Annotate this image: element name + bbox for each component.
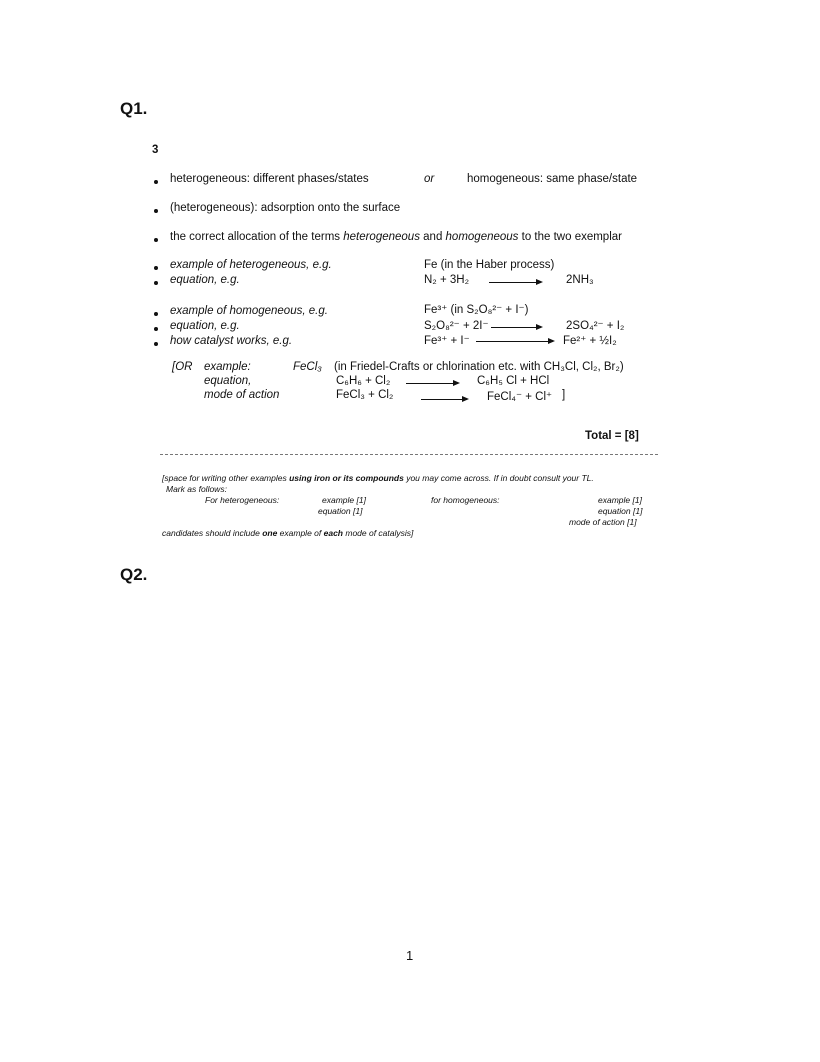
point-allocation: the correct allocation of the terms heterogeneous and homogeneous to the two exemplar <box>170 231 622 243</box>
homo-eq-lhs: S₂O₈²⁻ + 2I⁻ <box>424 320 489 332</box>
reaction-arrow-icon <box>489 282 541 283</box>
note-last-line: candidates should include one example of each mode of catalysis] <box>162 528 414 538</box>
alt-example-value: FeCl₃ <box>293 361 322 373</box>
bullet-icon <box>154 266 158 270</box>
homo-equation-label: equation, e.g. <box>170 320 240 332</box>
hetero-example-label: example of heterogeneous, e.g. <box>170 259 332 271</box>
bullet-icon <box>154 281 158 285</box>
hetero-equation-label: equation, e.g. <box>170 274 240 286</box>
question-number: 3 <box>152 144 159 156</box>
point-heterogeneous: heterogeneous: different phases/states <box>170 173 369 185</box>
homo-how-label: how catalyst works, e.g. <box>170 335 293 347</box>
bullet-icon <box>154 209 158 213</box>
hetero-eq-lhs: N₂ + 3H₂ <box>424 274 470 286</box>
hetero-eq-rhs: 2NH₃ <box>566 274 594 286</box>
note-homo-label: for homogeneous: <box>431 495 500 505</box>
note-hetero-equation: equation [1] <box>318 506 363 516</box>
homo-eq-rhs: 2SO₄²⁻ + I₂ <box>566 320 625 332</box>
bullet-icon <box>154 312 158 316</box>
alt-or-label: [OR <box>172 361 193 373</box>
alt-example-note: (in Friedel-Crafts or chlorination etc. with CH₃Cl, Cl₂, Br₂) <box>334 361 624 373</box>
bullet-icon <box>154 342 158 346</box>
reaction-arrow-icon <box>476 341 553 342</box>
bullet-icon <box>154 327 158 331</box>
homo-how-rhs: Fe²⁺ + ½I₂ <box>563 335 617 347</box>
note-homo-equation: equation [1] <box>598 506 643 516</box>
homo-how-lhs: Fe³⁺ + I⁻ <box>424 335 470 347</box>
point-adsorption: (heterogeneous): adsorption onto the surface <box>170 202 401 214</box>
point-or: or <box>424 173 435 185</box>
note-line-2: Mark as follows: <box>166 484 227 494</box>
alt-mode-lhs: FeCl₃ + Cl₂ <box>336 389 394 401</box>
note-line-1: [space for writing other examples using iron or its compounds you may come across. If in doubt consult your TL. <box>162 473 594 483</box>
alt-eq-lhs: C₆H₆ + Cl₂ <box>336 375 391 387</box>
reaction-arrow-icon <box>491 327 541 328</box>
alt-example-label: example: <box>204 361 251 373</box>
alt-close-bracket: ] <box>562 389 566 401</box>
note-hetero-example: example [1] <box>322 495 366 505</box>
note-hetero-label: For heterogeneous: <box>205 495 280 505</box>
page-number: 1 <box>406 948 414 963</box>
alt-eq-rhs: C₆H₅ Cl + HCl <box>477 375 550 387</box>
alt-equation-label: equation, <box>204 375 252 387</box>
homo-example-value: Fe³⁺ (in S₂O₈²⁻ + I⁻) <box>424 304 529 316</box>
total-marks: Total = [8] <box>585 430 639 442</box>
reaction-arrow-icon <box>421 399 467 400</box>
note-homo-example: example [1] <box>598 495 642 505</box>
bullet-icon <box>154 180 158 184</box>
note-homo-mode: mode of action [1] <box>569 517 637 527</box>
divider <box>160 454 658 455</box>
alt-mode-label: mode of action <box>204 389 280 401</box>
q2-heading: Q2. <box>120 565 148 584</box>
alt-mode-rhs: FeCl₄⁻ + Cl⁺ <box>487 391 553 403</box>
point-homogeneous: homogeneous: same phase/state <box>467 173 638 185</box>
hetero-example-value: Fe (in the Haber process) <box>424 259 555 271</box>
reaction-arrow-icon <box>406 383 458 384</box>
bullet-icon <box>154 238 158 242</box>
q1-heading: Q1. <box>120 99 148 118</box>
homo-example-label: example of homogeneous, e.g. <box>170 305 328 317</box>
